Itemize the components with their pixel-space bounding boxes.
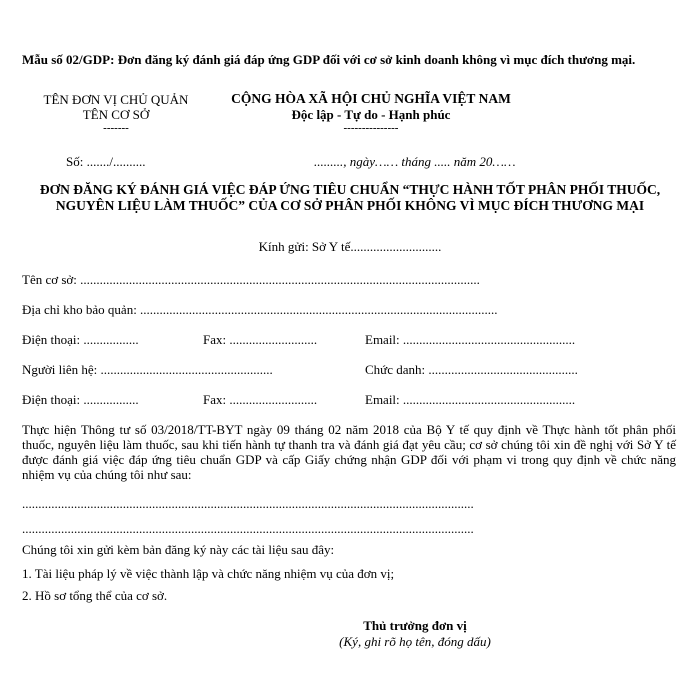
left-header-divider: ------- [103, 122, 129, 134]
phone-field: Điện thoại: ................. [22, 332, 139, 347]
signature-title: Thủ trưởng đơn vị [363, 618, 467, 633]
attachment-item: 1. Tài liệu pháp lý về việc thành lập và chức năng nhiệm vụ của đơn vị; [22, 566, 395, 581]
request-paragraph: Thực hiện Thông tư số 03/2018/TT-BYT ngày 09 tháng 02 năm 2018 của Bộ Y tế quy định về Thực hành tốt phân phối thuốc, nguyên liệu làm thuốc, sau khi tiến hành tự thanh tra và đánh giá đạt yêu cầu; cơ sở chúng tôi xin đề nghị với Sở Y tế được đánh giá việc đáp ứng tiêu chuẩn GDP và cấp Giấy chứng nhận GDP đối với phạm vi trong quy định về chức năng nhiệm vụ của chúng tôi như sau: [22, 422, 676, 482]
attachment-item: 2. Hồ sơ tổng thể của cơ sở. [22, 588, 168, 603]
document-title: ĐƠN ĐĂNG KÝ ĐÁNH GIÁ VIỆC ĐÁP ỨNG TIÊU CHUẨN “THỰC HÀNH TỐT PHÂN PHỐI THUỐC, NGUYÊN LIỆU LÀM THUỐC” CỦA CƠ SỞ PHÂN PHỐI KHÔNG VÌ MỤC ĐÍCH THƯƠNG MẠI [39, 182, 661, 213]
facility-name-field: Tên cơ sở: ........................................................................................................................... [22, 272, 480, 287]
contact-person-field: Người liên hệ: ..................................................... [22, 362, 273, 377]
scope-dotted-line: ........................................................................................................................................... [22, 496, 474, 511]
recipient: Kính gửi: Sở Y tế............................ [258, 239, 442, 254]
contact-fax-field: Fax: ........................... [203, 392, 318, 407]
country-name: CỘNG HÒA XÃ HỘI CHỦ NGHĨA VIỆT NAM [231, 91, 511, 106]
position-field: Chức danh: .............................................. [365, 362, 578, 377]
attachments-intro: Chúng tôi xin gửi kèm bản đăng ký này các tài liệu sau đây: [22, 542, 335, 557]
signature-note: (Ký, ghi rõ họ tên, đóng dấu) [339, 634, 491, 649]
form-number: Mẫu số 02/GDP: Đơn đăng ký đánh giá đáp ứng GDP đối với cơ sở kinh doanh không vì mục đích thương mại. [22, 52, 636, 67]
right-header-divider: --------------- [343, 122, 399, 134]
facility-name-header: TÊN CƠ SỞ [82, 107, 150, 122]
email-field: Email: ..................................................... [365, 332, 576, 347]
contact-email-field: Email: ..................................................... [365, 392, 576, 407]
warehouse-address-field: Địa chỉ kho bảo quản: .............................................................................................................. [22, 302, 498, 317]
date-line: ........., ngày…… tháng ..... năm 20…… [314, 154, 516, 169]
contact-phone-field: Điện thoại: ................. [22, 392, 139, 407]
parent-unit-name: TÊN ĐƠN VỊ CHỦ QUẢN [43, 92, 189, 107]
fax-field: Fax: ........................... [203, 332, 318, 347]
motto: Độc lập - Tự do - Hạnh phúc [291, 107, 451, 122]
document-number: Số: ......./.......... [66, 154, 146, 169]
scope-dotted-line: ........................................................................................................................................... [22, 521, 474, 536]
